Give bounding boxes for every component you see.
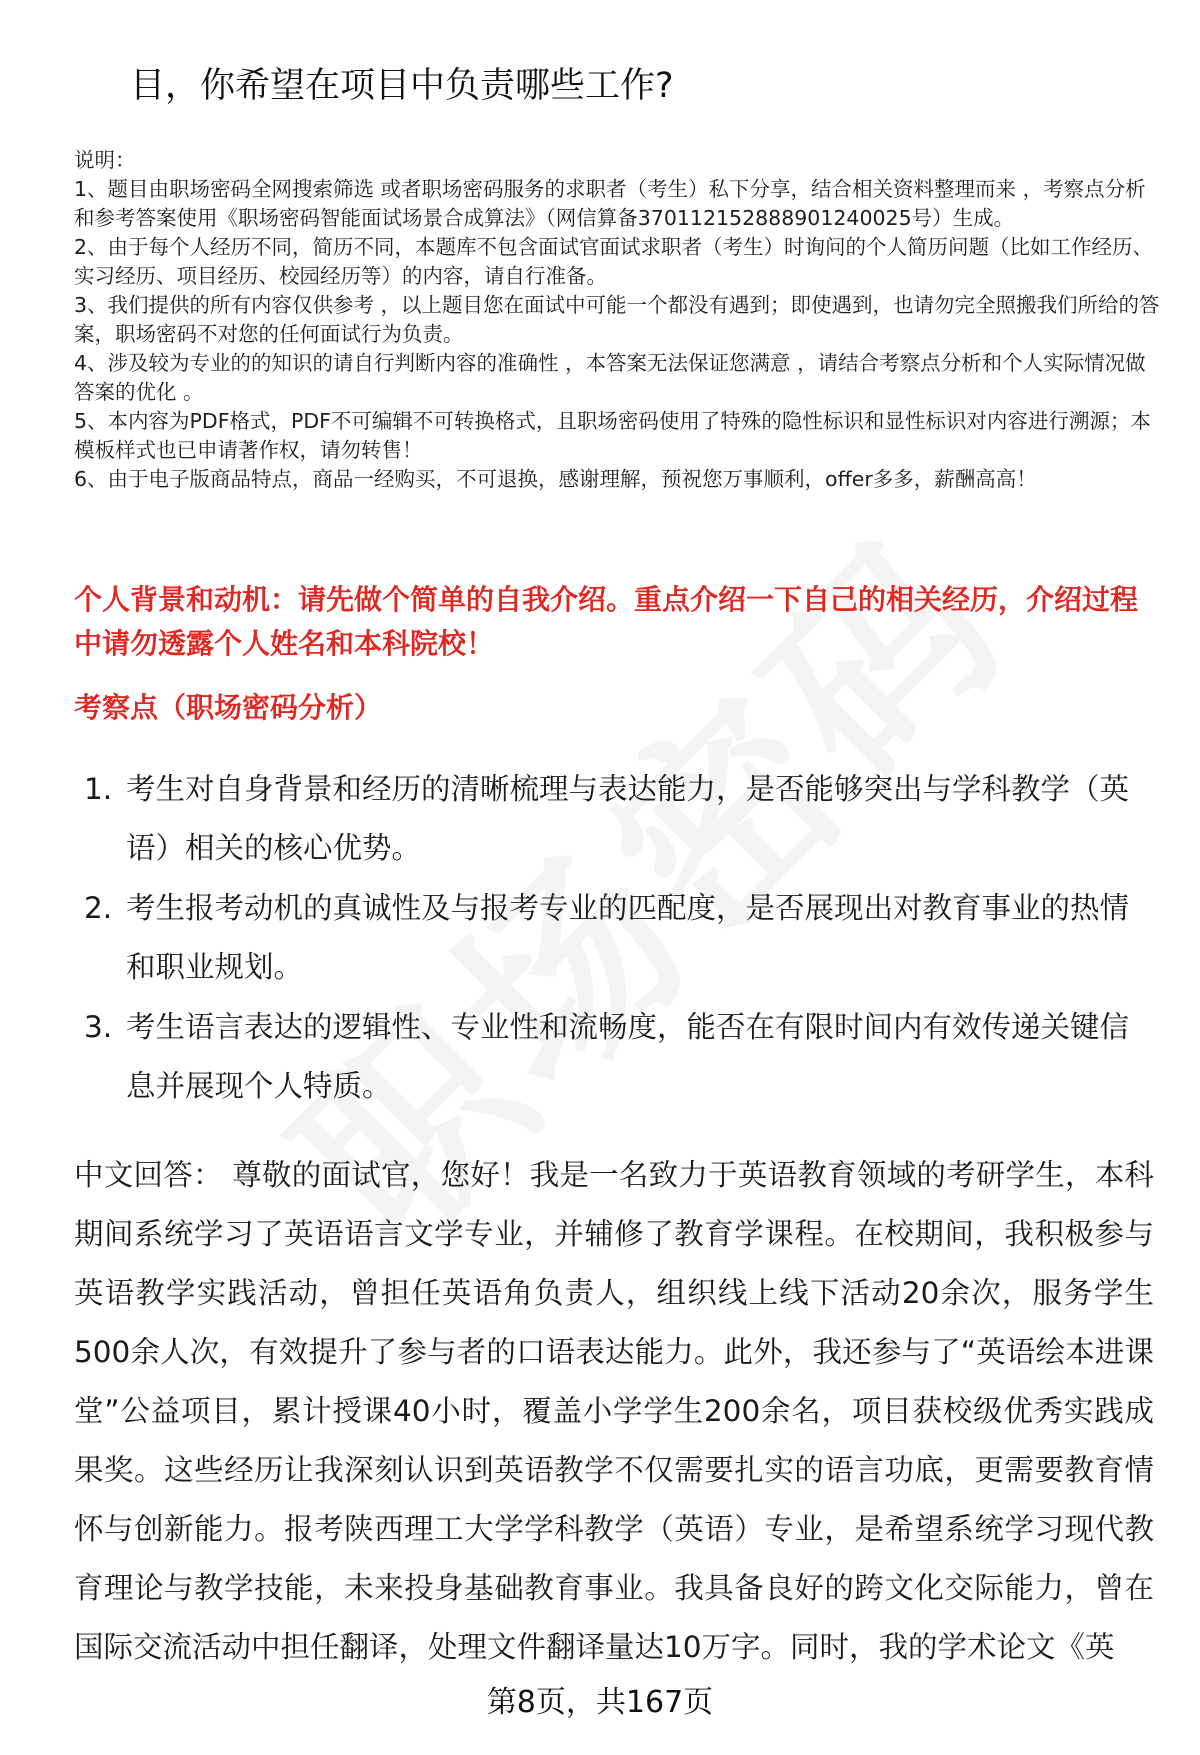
point-text: 考生语言表达的逻辑性、专业性和流畅度，能否在有限时间内有效传递关键信息并展现个人特质。 <box>126 1010 1130 1103</box>
note-item: 4、涉及较为专业的的知识的请自行判断内容的准确性 ，本答案无法保证您满意 ，请结合考察点分析和个人实际情况做答案的优化 。 <box>74 351 1146 404</box>
question-heading: 个人背景和动机：请先做个简单的自我介绍。重点介绍一下自己的相关经历，介绍过程中请勿透露个人姓名和本科院校！ <box>74 583 1139 660</box>
note-item: 6、由于电子版商品特点，商品一经购买，不可退换，感谢理解，预祝您万事顺利，offer多多，薪酬高高！ <box>74 467 1037 491</box>
analysis-point <box>74 998 1154 1116</box>
analysis-heading: 考察点（职场密码分析） <box>74 691 383 724</box>
page-number-footer: 第8页，共167页 <box>486 1685 714 1720</box>
note-item: 2、由于每个人经历不同，简历不同，本题库不包含面试官面试求职者（考生）时询问的个人简历问题（比如工作经历、实习经历、项目经历、校园经历等）的内容，请自行准备。 <box>74 235 1154 288</box>
point-text: 考生报考动机的真诚性及与报考专业的匹配度，是否展现出对教育事业的热情和职业规划。 <box>126 891 1130 984</box>
note-item: 5、本内容为PDF格式，PDF不可编辑不可转换格式，且职场密码使用了特殊的隐性标识和显性标识对内容进行溯源；本模板样式也已申请著作权，请勿转售！ <box>74 409 1151 462</box>
note-item: 3、我们提供的所有内容仅供参考 ，以上题目您在面试中可能一个都没有遇到；即使遇到，也请勿完全照搬我们所给的答案，职场密码不对您的任何面试行为负责。 <box>74 293 1160 346</box>
point-number: 3. <box>84 1010 113 1044</box>
point-text: 考生对自身背景和经历的清晰梳理与表达能力，是否能够突出与学科教学（英语）相关的核心优势。 <box>126 772 1130 865</box>
disclaimer-notes <box>74 146 1160 494</box>
notes-title: 说明： <box>74 148 136 172</box>
analysis-point <box>74 879 1154 997</box>
point-number: 2. <box>84 891 113 925</box>
chinese-answer: 中文回答： 尊敬的面试官，您好！我是一名致力于英语教育领域的考研学生，本科期间系统学习了英语语言文学专业，并辅修了教育学课程。在校期间，我积极参与英语教学实践活动，曾担任英语角负责人，组织线上线下活动20余次，服务学生500余人次，有效提升了参与者的口语表达能力。此外，我还参与了“英语绘本进课堂”公益项目，累计授课40小时，覆盖小学学生200余名，项目获校级优秀实践成果奖。这些经历让我深刻认识到英语教学不仅需要扎实的语言功底，更需要教育情怀与创新能力。报考陕西理工大学学科教学（英语）专业，是希望系统学习现代教育理论与教学技能，未来投身基础教育事业。我具备良好的跨文化交际能力，曾在国际交流活动中担任翻译，处理文件翻译量达10万字。同时，我的学术论文《英 <box>74 1158 1154 1664</box>
point-number: 1. <box>84 772 113 806</box>
previous-question-tail: 目，你希望在项目中负责哪些工作? <box>130 66 674 106</box>
note-item: 1、题目由职场密码全网搜索筛选 或者职场密码服务的求职者（考生）私下分享，结合相关资料整理而来 ，考察点分析和参考答案使用《职场密码智能面试场景合成算法》（网信算备370112152888901240025号）生成。 <box>74 177 1146 230</box>
analysis-point <box>74 760 1154 878</box>
analysis-points <box>74 760 1154 1117</box>
